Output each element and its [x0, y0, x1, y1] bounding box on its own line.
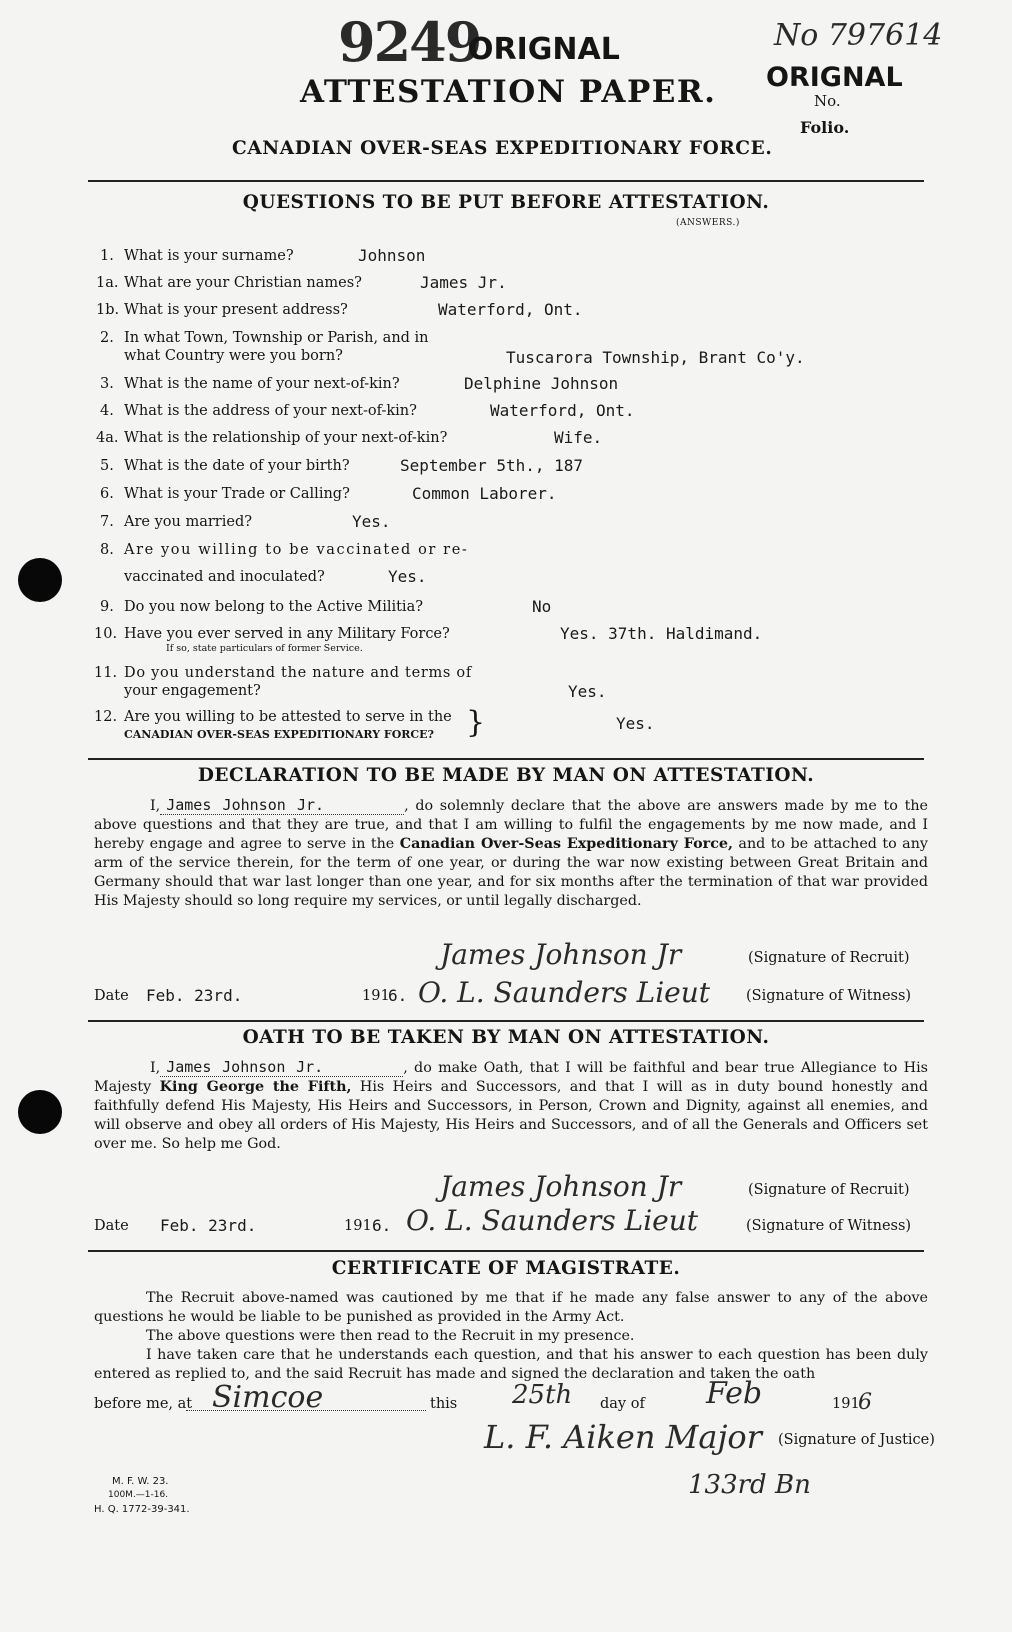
question-num: 1b. [96, 302, 120, 318]
declaration-recruit-label: (Signature of Recruit) [748, 950, 910, 966]
question-num: 4a. [96, 430, 119, 446]
answer-address: Waterford, Ont. [438, 300, 583, 319]
question-text: Do you now belong to the Active Militia? [124, 599, 423, 615]
certificate-p3: I have taken care that he understands each question, and that his answer to each question has been duly entered as replied to, and the said Recruit has made and signed the declaration and taken the oath [94, 1347, 928, 1382]
oath-year-prefix: 191 [344, 1218, 372, 1234]
certificate-p1: The Recruit above-named was cautioned by me that if he made any false answer to any of the above questions he would be liable to be punished as provided in the Army Act. [94, 1290, 928, 1325]
declaration-year-prefix: 191 [362, 988, 390, 1004]
no-label: No. [814, 92, 841, 110]
question-num: 10. [94, 626, 118, 642]
declaration-date-label: Date [94, 988, 129, 1004]
question-num: 6. [100, 486, 114, 502]
brace-icon: } [466, 705, 486, 740]
footer-form-code: M. F. W. 23. [112, 1476, 169, 1487]
answer-militia: No [532, 597, 552, 616]
answers-label: (ANSWERS.) [676, 218, 740, 228]
certificate-title: CERTIFICATE OF MAGISTRATE. [331, 1258, 681, 1279]
certificate-day-of: day of [600, 1396, 645, 1412]
declaration-title: DECLARATION TO BE MADE BY MAN ON ATTESTATION. [197, 765, 815, 786]
certificate-year-prefix: 191 [832, 1396, 860, 1412]
certificate-this-label: this [430, 1396, 458, 1412]
question-text: What is the name of your next-of-kin? [124, 376, 400, 392]
oath-date: Feb. 23rd. [160, 1216, 257, 1235]
declaration-divider [88, 1020, 924, 1022]
oath-year-suffix: 6. [372, 1216, 392, 1235]
question-note: If so, state particulars of former Service. [166, 643, 363, 654]
question-num: 7. [100, 514, 114, 530]
question-num: 5. [100, 458, 114, 474]
declaration-name: James Johnson Jr. [160, 796, 404, 815]
questions-title: QUESTIONS TO BE PUT BEFORE ATTESTATION. [242, 192, 770, 213]
answer-kin-address: Waterford, Ont. [490, 401, 635, 420]
title-original: ORIGNAL [468, 32, 620, 67]
oath-name: James Johnson Jr. [160, 1058, 403, 1077]
question-text: Are you married? [124, 514, 252, 530]
footer-print-run: 100M.—1-16. [108, 1490, 169, 1500]
answer-married: Yes. [352, 512, 391, 531]
answer-surname: Johnson [358, 246, 426, 265]
question-num: 1. [100, 248, 114, 264]
question-num: 2. [100, 330, 114, 346]
oath-divider [88, 1250, 924, 1252]
question-text-2: vaccinated and inoculated? [124, 569, 325, 585]
answer-birthplace: Tuscarora Township, Brant Co'y. [506, 348, 805, 367]
punch-hole-bottom [18, 1090, 62, 1134]
question-num: 8. [100, 542, 114, 558]
question-num: 4. [100, 403, 114, 419]
declaration-year-suffix: 6. [388, 986, 408, 1005]
declaration-witness-label: (Signature of Witness) [746, 988, 912, 1004]
question-text: What is the address of your next-of-kin? [124, 403, 417, 419]
certificate-before-me: before me, at [94, 1396, 193, 1412]
question-text: What is your present address? [124, 302, 348, 318]
questions-divider [88, 758, 924, 760]
place-dotted-line [186, 1410, 426, 1411]
question-text-2: what Country were you born? [124, 348, 343, 364]
question-text: What is your surname? [124, 248, 294, 264]
question-text: Do you understand the nature and terms of [124, 665, 472, 681]
question-num: 12. [94, 709, 118, 725]
punch-hole-top [18, 558, 62, 602]
declaration-witness-signature: O. L. Saunders Lieut [418, 976, 711, 1009]
oath-paragraph: I, James Johnson Jr. , do make Oath, that I will be faithful and bear true Allegiance to His Majesty King George the Fifth, His Heirs and Successors, and that I will as in duty bound honestly and faithfully defend His Majesty, His Heirs and Successors, in Person, Crown and Dignity, against all enemies, and will observe and obey all orders of His Majesty, His Heirs and Successors, and of all the Generals and Officers set over me. So help me God. [94, 1058, 929, 1152]
question-text-2: CANADIAN OVER-SEAS EXPEDITIONARY FORCE? [124, 728, 434, 741]
answer-next-of-kin: Delphine Johnson [464, 374, 619, 393]
answer-relationship: Wife. [554, 428, 603, 447]
certificate-month: Feb [706, 1376, 763, 1411]
answer-vaccinated: Yes. [388, 567, 427, 586]
folio-label: Folio. [800, 118, 850, 137]
certificate-day: 25th [512, 1380, 573, 1410]
answer-military-service: Yes. 37th. Haldimand. [560, 624, 763, 643]
oath-witness-label: (Signature of Witness) [746, 1218, 912, 1234]
footer-hq-code: H. Q. 1772-39-341. [94, 1504, 190, 1515]
answer-trade: Common Laborer. [412, 484, 557, 503]
oath-title: OATH TO BE TAKEN BY MAN ON ATTESTATION. [242, 1027, 770, 1048]
declaration-recruit-signature: James Johnson Jr [440, 938, 682, 971]
question-num: 11. [94, 665, 118, 681]
question-num: 1a. [96, 275, 119, 291]
question-text: In what Town, Township or Parish, and in [124, 330, 429, 346]
question-text: What is the relationship of your next-of-kin? [124, 430, 448, 446]
question-text: Are you willing to be attested to serve in the [124, 709, 452, 725]
oath-recruit-label: (Signature of Recruit) [748, 1182, 910, 1198]
original-stamp: ORIGNAL [766, 62, 903, 93]
question-text: What is your Trade or Calling? [124, 486, 350, 502]
unit-annotation: 133rd Bn [688, 1470, 811, 1500]
serial-number: No 797614 [774, 18, 943, 53]
question-num: 3. [100, 376, 114, 392]
answer-willing-attest: Yes. [616, 714, 655, 733]
title-attestation-paper: ATTESTATION PAPER. [300, 74, 717, 110]
form-number: 9249 [338, 10, 481, 74]
oath-witness-signature: O. L. Saunders Lieut [406, 1204, 699, 1237]
oath-recruit-signature: James Johnson Jr [440, 1170, 682, 1203]
question-num: 9. [100, 599, 114, 615]
certificate-place: Simcoe [212, 1380, 324, 1415]
question-text-2: your engagement? [124, 683, 261, 699]
header-divider [88, 180, 924, 182]
declaration-date: Feb. 23rd. [146, 986, 243, 1005]
certificate-year-suffix: 6 [858, 1390, 872, 1415]
question-text: What is the date of your birth? [124, 458, 350, 474]
question-text: Are you willing to be vaccinated or re- [124, 542, 469, 558]
question-text: Have you ever served in any Military Force? [124, 626, 450, 642]
justice-label: (Signature of Justice) [778, 1432, 935, 1448]
answer-understand: Yes. [568, 682, 607, 701]
question-text: What are your Christian names? [124, 275, 362, 291]
justice-signature: L. F. Aiken Major [484, 1418, 762, 1456]
declaration-paragraph: I, James Johnson Jr. , do solemnly declare that the above are answers made by me to the above questions and that they are true, and that I am willing to fulfil the engagements by me now made, and I hereby engage and agree to serve in the Canadian Over-Seas Expeditionary Force, and to be attached to any arm of the service therein, for the term of one year, or during the war now existing between Great Britain and Germany should that war last longer than one year, and for six months after the termination of that war provided His Majesty should so long require my services, or until legally discharged. [94, 796, 928, 909]
answer-birth-date: September 5th., 187 [400, 456, 584, 475]
answer-christian-names: James Jr. [420, 273, 507, 292]
force-title: CANADIAN OVER-SEAS EXPEDITIONARY FORCE. [232, 138, 773, 159]
certificate-p2: The above questions were then read to the Recruit in my presence. [146, 1328, 635, 1344]
oath-date-label: Date [94, 1218, 129, 1234]
